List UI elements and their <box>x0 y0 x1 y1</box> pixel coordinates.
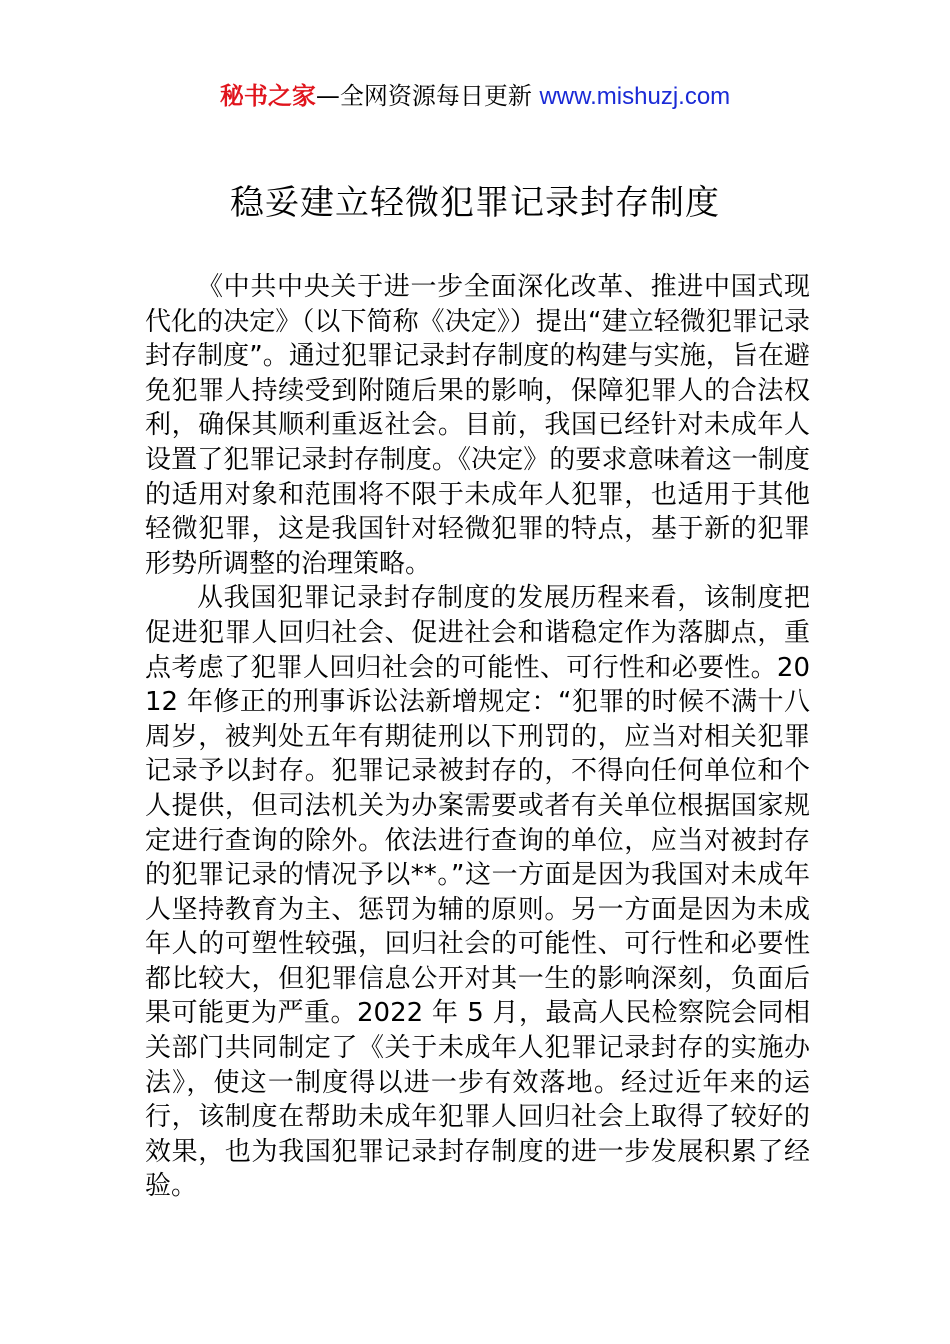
brand-name: 秘书之家 <box>219 82 316 110</box>
page-header <box>0 80 950 113</box>
site-url-link[interactable]: www.mishuzj.com <box>539 83 731 110</box>
document-body <box>145 270 810 1204</box>
document-title: 稳妥建立轻微犯罪记录封存制度 <box>230 183 720 223</box>
paragraph-1: 《中共中央关于进一步全面深化改革、推进中国式现代化的决定》（以下简称《决定》）提出“建立轻微犯罪记录封存制度”。通过犯罪记录封存制度的构建与实施，旨在避免犯罪人持续受到附随后果的影响，保障犯罪人的合法权利，确保其顺利重返社会。目前，我国已经针对未成年人设置了犯罪记录封存制度。《决定》的要求意味着这一制度的适用对象和范围将不限于未成年人犯罪，也适用于其他轻微犯罪，这是我国针对轻微犯罪的特点，基于新的犯罪形势所调整的治理策略。 <box>145 272 810 579</box>
header-tagline: —全网资源每日更新 <box>315 82 540 110</box>
paragraph-2: 从我国犯罪记录封存制度的发展历程来看，该制度把促进犯罪人回归社会、促进社会和谐稳定作为落脚点，重点考虑了犯罪人回归社会的可能性、可行性和必要性。2012 年修正的刑事诉讼法新增规定：“犯罪的时候不满十八周岁，被判处五年有期徒刑以下刑罚的，应当对相关犯罪记录予以封存。犯罪记录被封存的，不得向任何单位和个人提供，但司法机关为办案需要或者有关单位根据国家规定进行查询的除外。依法进行查询的单位，应当对被封存的犯罪记录的情况予以**。”这一方面是因为我国对未成年人坚持教育为主、惩罚为辅的原则。另一方面是因为未成年人的可塑性较强，回归社会的可能性、可行性和必要性都比较大，但犯罪信息公开对其一生的影响深刻，负面后果可能更为严重。2022 年 5 月，最高人民检察院会同相关部门共同制定了《关于未成年人犯罪记录封存的实施办法》，使这一制度得以进一步有效落地。经过近年来的运行，该制度在帮助未成年犯罪人回归社会上取得了较好的效果，也为我国犯罪记录封存制度的进一步发展积累了经验。 <box>145 583 810 1202</box>
